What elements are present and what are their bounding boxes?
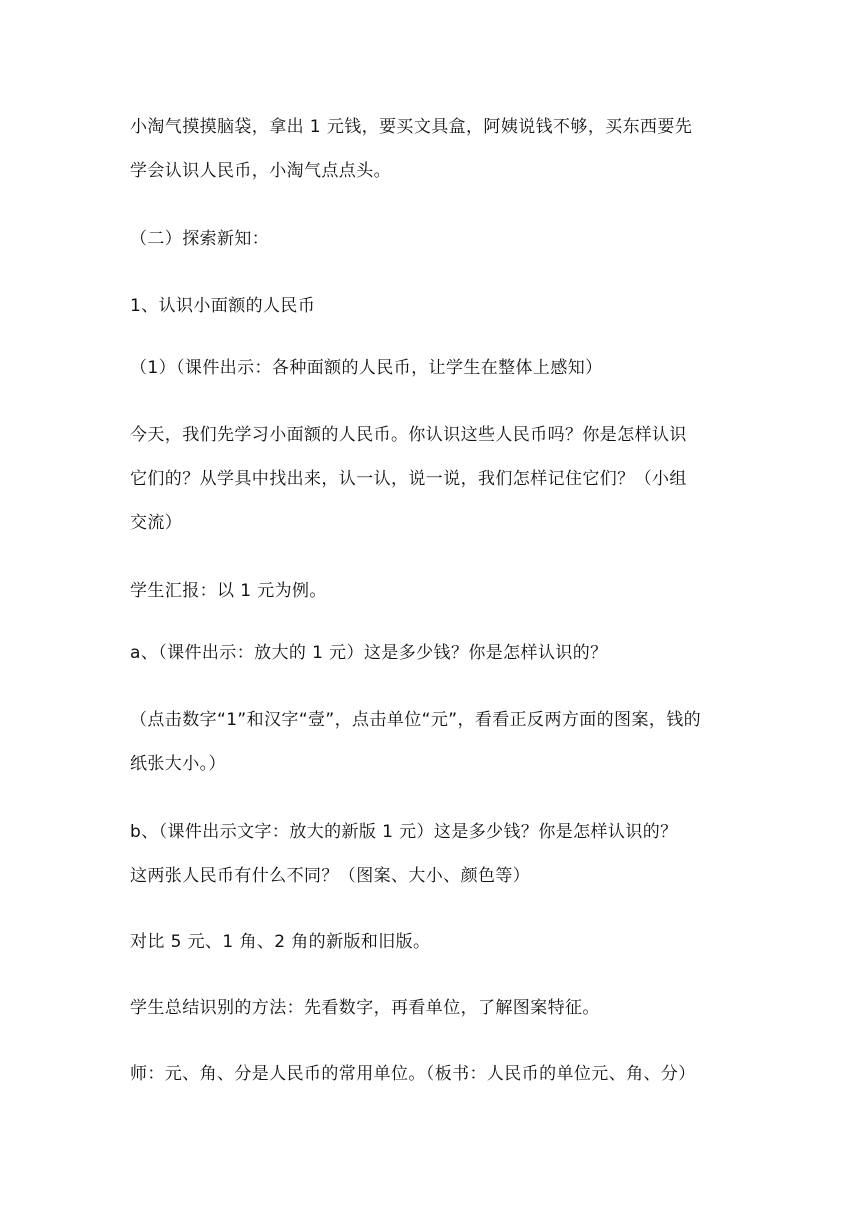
paragraph-teacher-units (130, 1052, 760, 1096)
text-line: 小淘气摸摸脑袋，拿出 1 元钱，要买文具盒，阿姨说钱不够，买东西要先 (130, 117, 693, 137)
text-line: （二）探索新知： (130, 229, 270, 249)
text-line: 交流） (130, 513, 183, 533)
text-line: 学会认识人民币，小淘气点点头。 (130, 161, 391, 181)
paragraph-item-a (130, 631, 760, 675)
text-line: 师：元、角、分是人民币的常用单位。（板书：人民币的单位元、角、分） (130, 1064, 696, 1084)
text-line: （1）（课件出示：各种面额的人民币，让学生在整体上感知） (130, 358, 603, 378)
paragraph-item-b (130, 810, 760, 898)
text-line: a、（课件出示：放大的 1 元）这是多少钱？你是怎样认识的？ (130, 643, 608, 663)
text-line: （点击数字“1”和汉字“壹”，点击单位“元”，看看正反两方面的图案，钱的 (130, 710, 702, 730)
text-line: 它们的？从学具中找出来，认一认，说一说，我们怎样记住它们？（小组 (130, 469, 687, 489)
paragraph-today-learn (130, 413, 760, 545)
paragraph-click-digit (130, 698, 760, 786)
text-line: b、（课件出示文字：放大的新版 1 元）这是多少钱？你是怎样认识的？ (130, 822, 678, 842)
text-line: 1、认识小面额的人民币 (130, 296, 316, 316)
text-line: 今天，我们先学习小面额的人民币。你认识这些人民币吗？你是怎样认识 (130, 425, 687, 445)
paragraph-summary-method (130, 986, 760, 1030)
paragraph-student-report (130, 569, 760, 613)
text-line: 学生总结识别的方法：先看数字，再看单位，了解图案特征。 (130, 998, 600, 1018)
section-heading-explore (130, 217, 760, 261)
text-line: 这两张人民币有什么不同？（图案、大小、颜色等） (130, 866, 531, 886)
paragraph-intro-story (130, 105, 760, 193)
subheading-small-denominations (130, 284, 760, 328)
paragraph-step-1 (130, 346, 760, 390)
text-line: 纸张大小。） (130, 754, 226, 774)
text-line: 对比 5 元、1 角、2 角的新版和旧版。 (130, 932, 431, 952)
paragraph-compare-versions (130, 920, 760, 964)
text-line: 学生汇报：以 1 元为例。 (130, 581, 327, 601)
